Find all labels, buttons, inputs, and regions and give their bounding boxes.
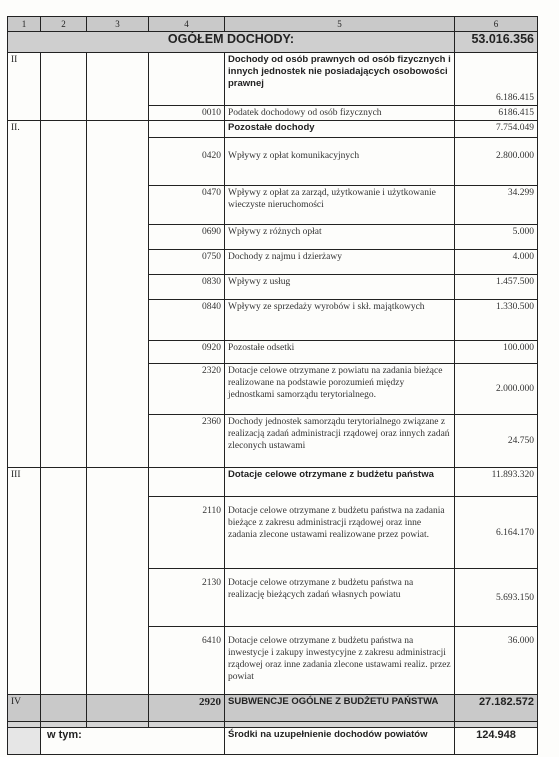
item-description: Pozostałe odsetki	[225, 341, 455, 364]
empty-cell	[41, 121, 87, 468]
item-amount: 1.457.500	[455, 275, 538, 300]
section-amount: 6.186.415	[455, 53, 538, 106]
item-code: 0010	[149, 106, 225, 121]
section-numeral: IV	[8, 695, 41, 722]
section-title: Dotacje celowe otrzymane z budżetu państwa	[225, 468, 455, 497]
item-amount: 2.800.000	[455, 138, 538, 186]
empty-cell	[149, 121, 225, 138]
budget-income-table	[7, 16, 538, 755]
item-description: Podatek dochodowy od osób fizycznych	[225, 106, 455, 121]
in-which-amount: 124.948	[455, 728, 538, 755]
item-code: 0830	[149, 275, 225, 300]
in-which-description: Środki na uzupełnienie dochodów powiatów	[225, 728, 455, 755]
item-amount: 36.000	[455, 627, 538, 695]
item-description: Wpływy z opłat komunikacyjnych	[225, 138, 455, 186]
item-code: 2320	[149, 364, 225, 415]
section-row	[8, 121, 538, 138]
subvention-title: SUBWENCJE OGÓLNE Z BUDŻETU PAŃSTWA	[225, 695, 455, 722]
empty-cell	[8, 728, 41, 755]
empty-cell	[41, 468, 87, 695]
item-code: 0840	[149, 300, 225, 341]
subvention-amount: 27.182.572	[455, 695, 538, 722]
section-amount: 11.893.320	[455, 468, 538, 497]
item-code: 0470	[149, 186, 225, 225]
item-amount: 2.000.000	[455, 364, 538, 415]
item-amount: 34.299	[455, 186, 538, 225]
empty-cell	[87, 468, 149, 695]
item-description: Wpływy z usług	[225, 275, 455, 300]
item-amount: 5.693.150	[455, 569, 538, 627]
empty-cell	[87, 53, 149, 121]
item-description: Dotacje celowe otrzymane z budżetu państwa na realizację bieżących zadań własnych powiatu	[225, 569, 455, 627]
item-code: 2110	[149, 497, 225, 569]
item-description: Dotacje celowe otrzymane z budżetu państwa na inwestycje i zakupy inwestycyjne z zakresu administracji rządowej oraz inne zadania zlecone ustawami realiz. przez powiat	[225, 627, 455, 695]
item-code: 0750	[149, 250, 225, 275]
item-amount: 6.164.170	[455, 497, 538, 569]
section-row	[8, 53, 538, 106]
item-description: Dochody jednostek samorządu terytorialnego związane z realizacją zadań administracji rządowej oraz innych zadań zleconych ustawami	[225, 415, 455, 468]
col-number-2: 2	[41, 17, 87, 32]
item-description: Dochody z najmu i dzierżawy	[225, 250, 455, 275]
empty-cell	[149, 53, 225, 106]
col-number-4: 4	[149, 17, 225, 32]
item-code: 2130	[149, 569, 225, 627]
item-description: Dotacje celowe otrzymane z budżetu państwa na zadania bieżące z zakresu administracji rządowej oraz inne zadania zlecone ustawami realizowane przez powiat.	[225, 497, 455, 569]
in-which-row	[8, 728, 538, 755]
empty-cell	[87, 121, 149, 468]
item-code: 2360	[149, 415, 225, 468]
section-title: Pozostałe dochody	[225, 121, 455, 138]
in-which-label: w tym:	[41, 728, 225, 755]
section-numeral: II	[8, 53, 41, 121]
total-income-row	[8, 32, 538, 53]
item-code: 0420	[149, 138, 225, 186]
total-income-label: OGÓŁEM DOCHODY:	[8, 32, 455, 53]
item-amount: 100.000	[455, 341, 538, 364]
item-amount: 5.000	[455, 225, 538, 250]
subvention-row	[8, 695, 538, 722]
item-code: 0920	[149, 341, 225, 364]
col-number-6: 6	[455, 17, 538, 32]
item-amount: 6186.415	[455, 106, 538, 121]
subvention-code: 2920	[149, 695, 225, 722]
item-code: 0690	[149, 225, 225, 250]
col-number-1: 1	[8, 17, 41, 32]
empty-cell	[87, 695, 149, 722]
total-income-value: 53.016.356	[455, 32, 538, 53]
item-description: Wpływy z opłat za zarząd, użytkowanie i użytkowanie wieczyste nieruchomości	[225, 186, 455, 225]
column-number-row	[8, 17, 538, 32]
item-amount: 1.330.500	[455, 300, 538, 341]
item-code: 6410	[149, 627, 225, 695]
empty-cell	[149, 468, 225, 497]
item-description: Dotacje celowe otrzymane z powiatu na zadania bieżące realizowane na podstawie porozumień między jednostkami samorządu terytorialnego.	[225, 364, 455, 415]
item-amount: 4.000	[455, 250, 538, 275]
section-amount: 7.754.049	[455, 121, 538, 138]
item-description: Wpływy ze sprzedaży wyrobów i skł. majątkowych	[225, 300, 455, 341]
section-title: Dochody od osób prawnych od osób fizycznych i innych jednostek nie posiadających osobowości prawnej	[225, 53, 455, 106]
empty-cell	[41, 695, 87, 722]
item-amount: 24.750	[455, 415, 538, 468]
col-number-3: 3	[87, 17, 149, 32]
item-description: Wpływy z różnych opłat	[225, 225, 455, 250]
section-numeral: II.	[8, 121, 41, 468]
col-number-5: 5	[225, 17, 455, 32]
section-numeral: III	[8, 468, 41, 695]
section-row	[8, 468, 538, 497]
empty-cell	[41, 53, 87, 121]
